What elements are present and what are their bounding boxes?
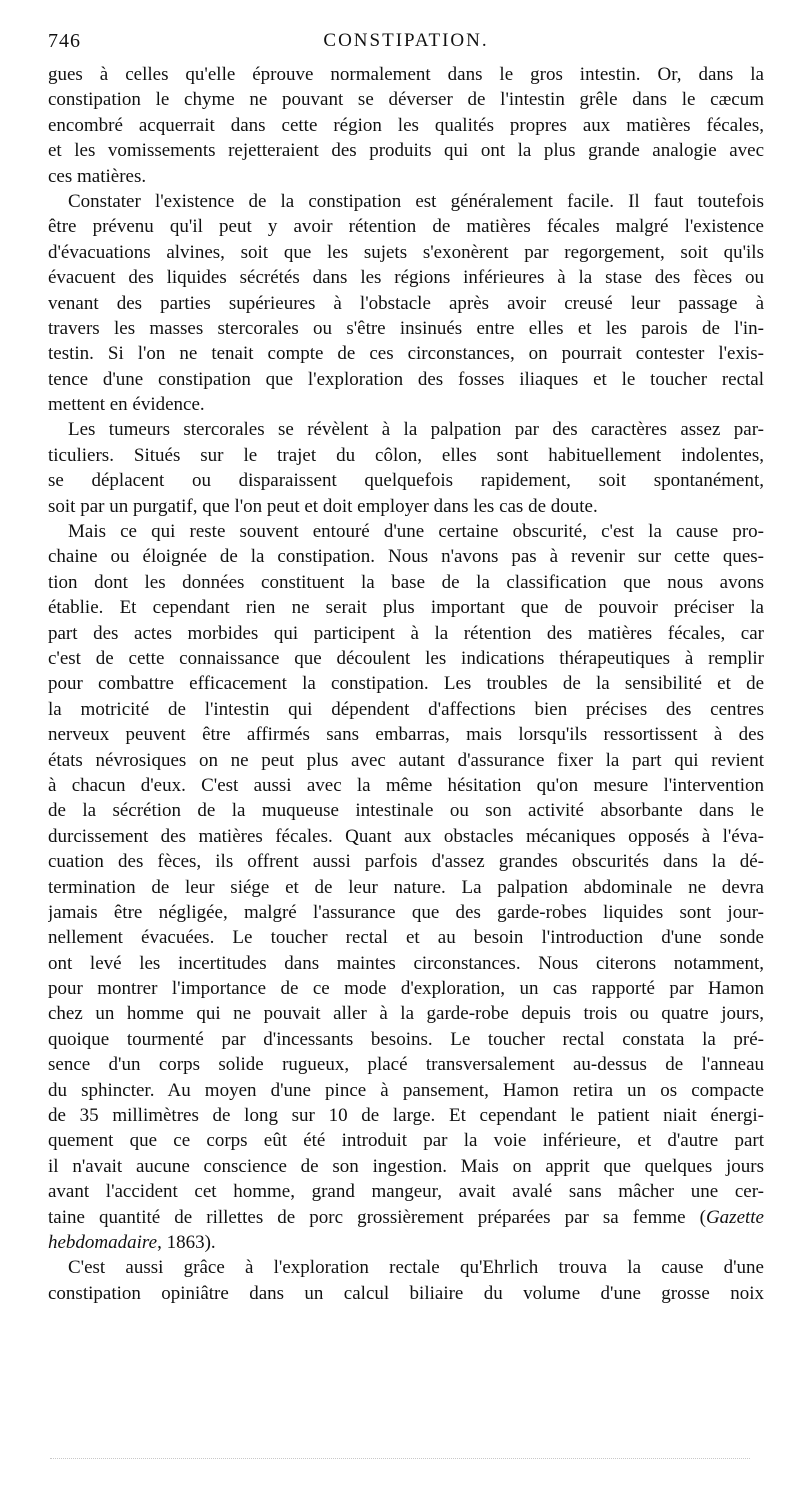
text-line: évacuent des liquides sécrétés dans les régions inférieures à la stase des fèces ou bbox=[48, 267, 764, 289]
body-text bbox=[48, 62, 764, 1306]
text-line: ces matières. bbox=[48, 165, 147, 187]
text-line: tence d'une constipation que l'exploration des fosses iliaques et le toucher rectal bbox=[48, 368, 764, 390]
text-line: établie. Et cependant rien ne serait plus important que de pouvoir préciser la bbox=[48, 597, 764, 619]
text-line: taine quantité de rillettes de porc grossièrement préparées par sa femme (Gazette bbox=[48, 1206, 764, 1228]
text-line: à chacun d'eux. C'est aussi avec la même hésitation qu'on mesure l'intervention bbox=[48, 774, 764, 796]
text-line: la motricité de l'intestin qui dépendent d'affections bien précises des centres bbox=[48, 698, 764, 720]
text-line: pour montrer l'importance de ce mode d'exploration, un cas rapporté par Hamon bbox=[48, 978, 764, 1000]
text-line: part des actes morbides qui participent à la rétention des matières fécales, car bbox=[48, 622, 764, 644]
text-line: Les tumeurs stercorales se révèlent à la palpation par des caractères assez par- bbox=[68, 419, 764, 441]
text-line: ont levé les incertitudes dans maintes circonstances. Nous citerons notamment, bbox=[48, 952, 764, 974]
text-line: d'évacuations alvines, soit que les sujets s'exonèrent par regorgement, soit qu'ils bbox=[48, 241, 764, 263]
text-line: quoique tourmenté par d'incessants besoins. Le toucher rectal constata la pré- bbox=[48, 1028, 764, 1050]
text-line: quement que ce corps eût été introduit par la voie inférieure, et d'autre part bbox=[48, 1130, 764, 1152]
text-line: constipation opiniâtre dans un calcul biliaire du volume d'une grosse noix bbox=[48, 1282, 764, 1304]
text-line: être prévenu qu'il peut y avoir rétention de matières fécales malgré l'existence bbox=[48, 216, 764, 238]
text-line: encombré acquerrait dans cette région les qualités propres aux matières fécales, bbox=[48, 114, 764, 136]
text-line: sence d'un corps solide rugueux, placé transversalement au-dessus de l'anneau bbox=[48, 1054, 764, 1076]
text-line: termination de leur siége et de leur nature. La palpation abdominale ne devra bbox=[48, 876, 764, 898]
text-line: chez un homme qui ne pouvait aller à la garde-robe depuis trois ou quatre jours, bbox=[48, 1003, 764, 1025]
text-line: jamais être négligée, malgré l'assurance que des garde-robes liquides sont jour- bbox=[48, 901, 764, 923]
text-line: avant l'accident cet homme, grand mangeur, avait avalé sans mâcher une cer- bbox=[48, 1181, 764, 1203]
text-line: ticuliers. Situés sur le trajet du côlon, elles sont habituellement indolentes, bbox=[48, 444, 764, 466]
page bbox=[48, 30, 764, 1306]
text-line: nellement évacuées. Le toucher rectal et au besoin l'introduction d'une sonde bbox=[48, 927, 764, 949]
text-line: hebdomadaire, 1863). bbox=[48, 1231, 216, 1253]
page-title: CONSTIPATION. bbox=[323, 30, 489, 51]
text-line: testin. Si l'on ne tenait compte de ces circonstances, on pourrait contester l'exis- bbox=[48, 343, 764, 365]
text-line: états névrosiques on ne peut plus avec autant d'assurance fixer la part qui revient bbox=[48, 749, 764, 771]
text-line: constipation le chyme ne pouvant se déverser de l'intestin grêle dans le cæcum bbox=[48, 89, 764, 111]
paragraph bbox=[48, 519, 764, 1255]
text-line: soit par un purgatif, que l'on peut et doit employer dans les cas de doute. bbox=[48, 495, 598, 517]
text-line: de 35 millimètres de long sur 10 de large. Et cependant le patient niait énergi- bbox=[48, 1105, 764, 1127]
paragraph bbox=[48, 189, 764, 418]
text-line: venant des parties supérieures à l'obstacle après avoir creusé leur passage à bbox=[48, 292, 764, 314]
paragraph bbox=[48, 417, 764, 519]
text-line: gues à celles qu'elle éprouve normalement dans le gros intestin. Or, dans la bbox=[48, 64, 764, 85]
paragraph bbox=[48, 62, 764, 189]
text-line: chaine ou éloignée de la constipation. Nous n'avons pas à revenir sur cette ques- bbox=[48, 546, 764, 568]
page-number: 746 bbox=[48, 30, 81, 52]
text-line: cuation des fèces, ils offrent aussi parfois d'assez grandes obscurités dans la dé- bbox=[48, 851, 764, 873]
text-line: c'est de cette connaissance que découlent les indications thérapeutiques à remplir bbox=[48, 647, 764, 669]
text-line: C'est aussi grâce à l'exploration rectale qu'Ehrlich trouva la cause d'une bbox=[68, 1257, 764, 1279]
text-line: tion dont les données constituent la base de la classification que nous avons bbox=[48, 571, 764, 593]
text-line: Constater l'existence de la constipation est généralement facile. Il faut toutefois bbox=[68, 190, 764, 212]
page-footer-rule bbox=[50, 1458, 750, 1461]
text-line: se déplacent ou disparaissent quelquefois rapidement, soit spontanément, bbox=[48, 470, 764, 492]
running-head bbox=[48, 30, 764, 56]
text-line: du sphincter. Au moyen d'une pince à pansement, Hamon retira un os compacte bbox=[48, 1079, 764, 1101]
paragraph bbox=[48, 1255, 764, 1306]
text-line: travers les masses stercorales ou s'être insinués entre elles et les parois de l'in- bbox=[48, 317, 764, 339]
text-line: Mais ce qui reste souvent entouré d'une certaine obscurité, c'est la cause pro- bbox=[68, 521, 764, 543]
text-line: et les vomissements rejetteraient des produits qui ont la plus grande analogie avec bbox=[48, 140, 764, 162]
text-line: de la sécrétion de la muqueuse intestinale ou son activité absorbante dans le bbox=[48, 800, 764, 822]
text-line: nerveux peuvent être affirmés sans embarras, mais lorsqu'ils ressortissent à des bbox=[48, 724, 764, 746]
text-line: mettent en évidence. bbox=[48, 394, 205, 416]
text-line: pour combattre efficacement la constipation. Les troubles de la sensibilité et de bbox=[48, 673, 764, 695]
text-line: il n'avait aucune conscience de son ingestion. Mais on apprit que quelques jours bbox=[48, 1155, 764, 1177]
text-line: durcissement des matières fécales. Quant aux obstacles mécaniques opposés à l'éva- bbox=[48, 825, 764, 847]
